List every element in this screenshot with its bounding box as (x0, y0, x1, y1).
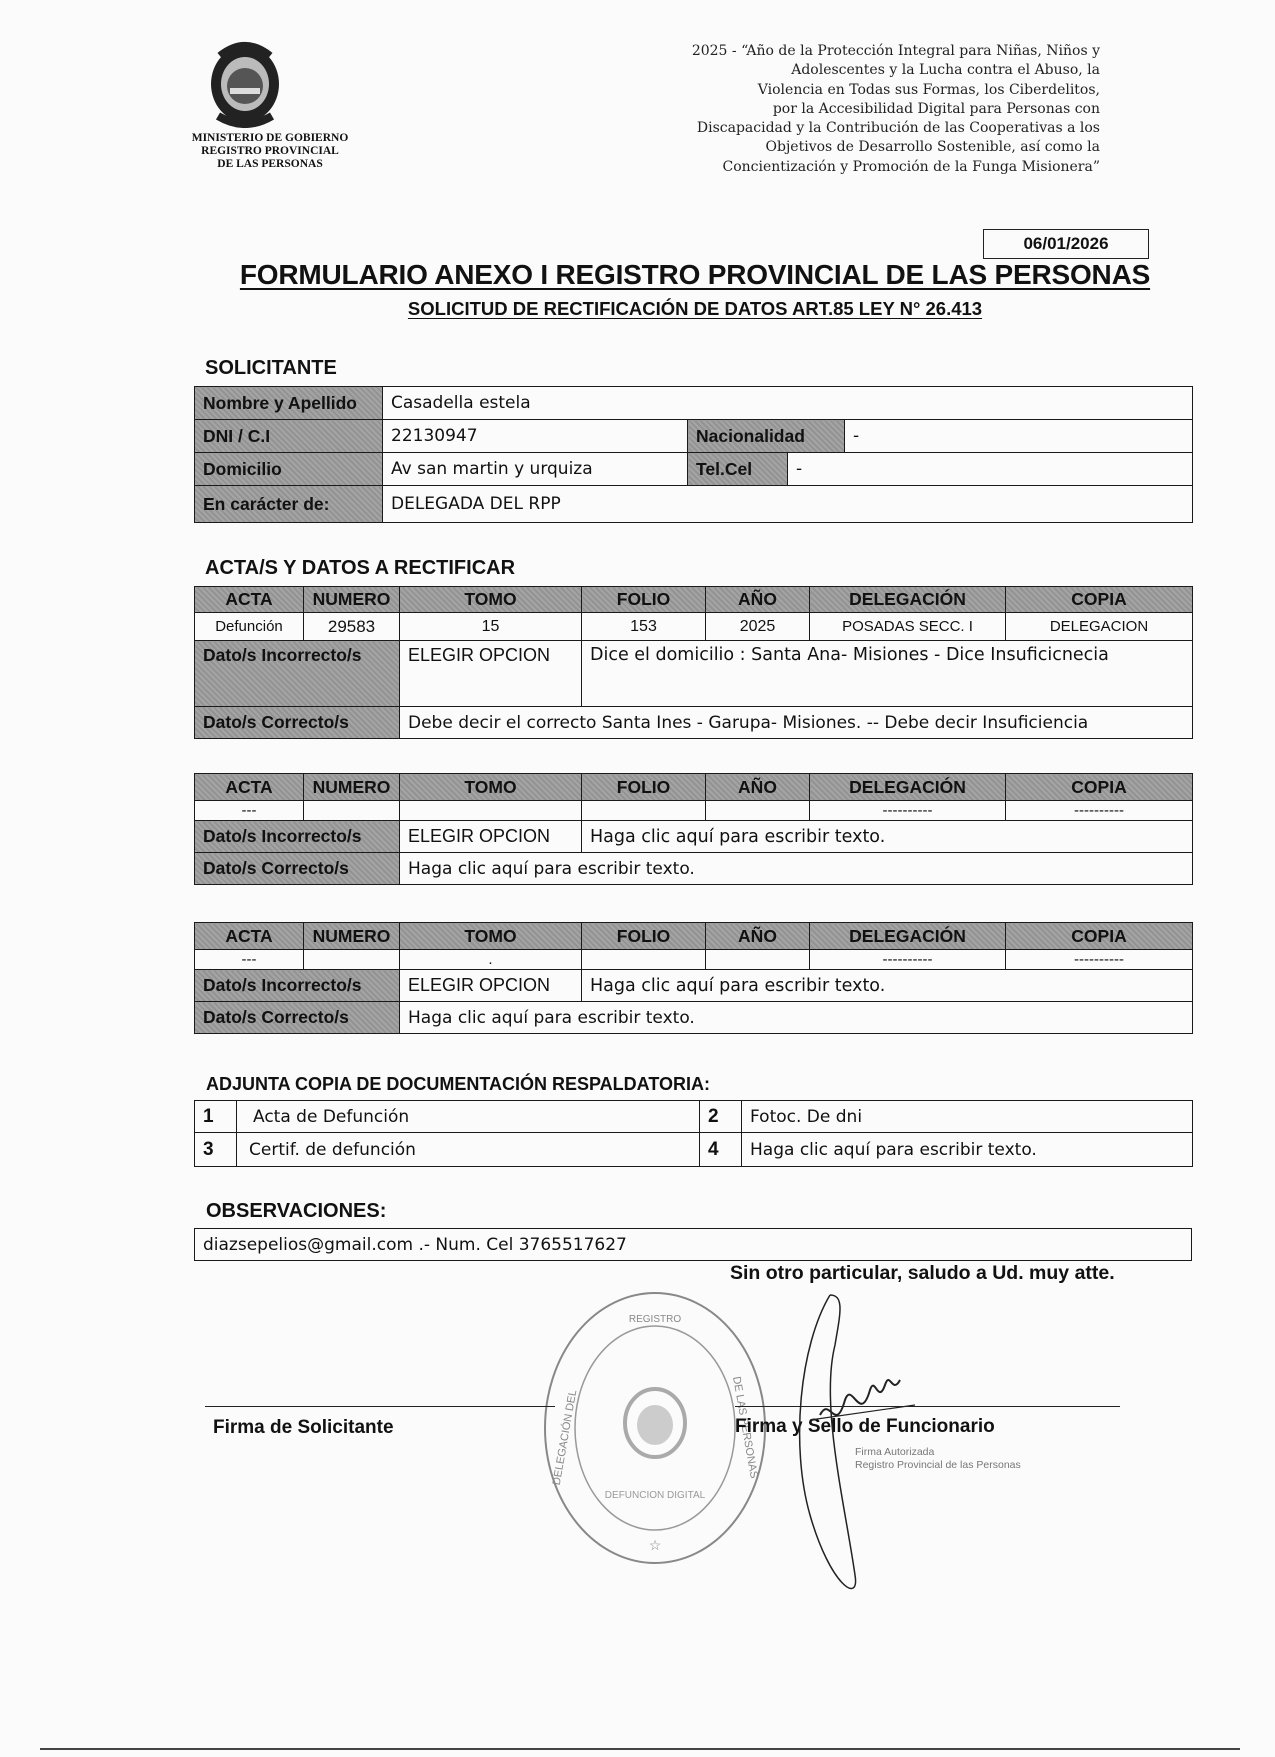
col-acta: ACTA (195, 587, 304, 613)
adjunta-num-3: 3 (195, 1133, 237, 1167)
adjunta-item-4[interactable]: Haga clic aquí para escribir texto. (742, 1133, 1193, 1167)
solicitante-heading: SOLICITANTE (205, 357, 337, 379)
col-copia: COPIA (1006, 923, 1193, 950)
domicilio-label: Domicilio (195, 453, 383, 486)
anio-field[interactable] (706, 950, 810, 970)
stamp-top-text: REGISTRO (628, 1314, 682, 1325)
copia-field[interactable]: ---------- (1006, 950, 1193, 970)
delegacion-field[interactable]: POSADAS SECC. I (810, 613, 1006, 641)
acta-block-3 (194, 922, 1193, 1034)
incorrect-data-field[interactable]: Haga clic aquí para escribir texto. (582, 821, 1193, 853)
firma-solicitante-label: Firma de Solicitante (213, 1417, 394, 1438)
handwritten-signature (790, 1285, 1020, 1605)
adjunta-num-2: 2 (700, 1101, 742, 1133)
correct-label: Dato/s Correcto/s (195, 853, 400, 885)
option-select[interactable]: ELEGIR OPCION (400, 641, 582, 707)
closing-text: Sin otro particular, saludo a Ud. muy atte. (730, 1262, 1115, 1284)
col-folio: FOLIO (582, 774, 706, 801)
solicitante-table (194, 386, 1193, 523)
col-numero: NUMERO (304, 923, 400, 950)
folio-field[interactable] (582, 801, 706, 821)
adjunta-item-3[interactable]: Certif. de defunción (237, 1133, 700, 1167)
anio-field[interactable] (706, 801, 810, 821)
funcionario-seal-text: Firma Autorizada Registro Provincial de las Personas (855, 1446, 1021, 1471)
nombre-label: Nombre y Apellido (195, 387, 383, 420)
option-select[interactable]: ELEGIR OPCION (400, 821, 582, 853)
col-delegacion: DELEGACIÓN (810, 923, 1006, 950)
copia-field[interactable]: DELEGACION (1006, 613, 1193, 641)
acta-block-2 (194, 773, 1193, 885)
copia-field[interactable]: ---------- (1006, 801, 1193, 821)
tomo-field[interactable]: 15 (400, 613, 582, 641)
correct-label: Dato/s Correcto/s (195, 1002, 400, 1034)
province-seal-logo (200, 36, 290, 128)
col-tomo: TOMO (400, 923, 582, 950)
incorrect-label: Dato/s Incorrecto/s (195, 641, 400, 707)
stamp-right-text: DE LAS PERSONAS (730, 1375, 760, 1480)
correct-data-field[interactable]: Debe decir el correcto Santa Ines - Garupa- Misiones. -- Debe decir Insuficiencia (400, 707, 1193, 739)
nombre-field[interactable]: Casadella estela (383, 387, 1193, 420)
correct-label: Dato/s Correcto/s (195, 707, 400, 739)
dni-field[interactable]: 22130947 (383, 420, 688, 453)
tomo-field[interactable]: . (400, 950, 582, 970)
solicitante-signature-line (205, 1406, 555, 1407)
col-delegacion: DELEGACIÓN (810, 587, 1006, 613)
adjunta-item-2[interactable]: Fotoc. De dni (742, 1101, 1193, 1133)
col-anio: AÑO (706, 774, 810, 801)
adjunta-heading: ADJUNTA COPIA DE DOCUMENTACIÓN RESPALDATORIA: (206, 1074, 710, 1094)
acta-number-field[interactable] (304, 801, 400, 821)
col-folio: FOLIO (582, 587, 706, 613)
tel-label: Tel.Cel (688, 453, 788, 486)
actas-heading: ACTA/S Y DATOS A RECTIFICAR (205, 557, 516, 579)
col-delegacion: DELEGACIÓN (810, 774, 1006, 801)
delegacion-field[interactable]: ---------- (810, 801, 1006, 821)
option-select[interactable]: ELEGIR OPCION (400, 970, 582, 1002)
incorrect-label: Dato/s Incorrecto/s (195, 821, 400, 853)
caracter-field[interactable]: DELEGADA DEL RPP (383, 486, 1193, 523)
acta-block-1 (194, 586, 1193, 739)
page-bottom-rule (40, 1748, 1240, 1750)
col-copia: COPIA (1006, 587, 1193, 613)
observaciones-table (194, 1228, 1192, 1261)
col-numero: NUMERO (304, 774, 400, 801)
incorrect-label: Dato/s Incorrecto/s (195, 970, 400, 1002)
correct-data-field[interactable]: Haga clic aquí para escribir texto. (400, 1002, 1193, 1034)
col-tomo: TOMO (400, 587, 582, 613)
col-numero: NUMERO (304, 587, 400, 613)
col-copia: COPIA (1006, 774, 1193, 801)
col-acta: ACTA (195, 923, 304, 950)
anio-field[interactable]: 2025 (706, 613, 810, 641)
col-acta: ACTA (195, 774, 304, 801)
dni-label: DNI / C.I (195, 420, 383, 453)
nacionalidad-label: Nacionalidad (688, 420, 845, 453)
col-folio: FOLIO (582, 923, 706, 950)
adjunta-num-1: 1 (195, 1101, 237, 1133)
domicilio-field[interactable]: Av san martin y urquiza (383, 453, 688, 486)
correct-data-field[interactable]: Haga clic aquí para escribir texto. (400, 853, 1193, 885)
caracter-label: En carácter de: (195, 486, 383, 523)
adjunta-table (194, 1100, 1193, 1167)
tel-field[interactable]: - (788, 453, 1193, 486)
acta-number-field[interactable]: 29583 (304, 613, 400, 641)
date-field[interactable]: 06/01/2026 (983, 229, 1149, 259)
col-anio: AÑO (706, 587, 810, 613)
acta-number-field[interactable] (304, 950, 400, 970)
firma-funcionario-label: Firma y Sello de Funcionario (735, 1416, 995, 1437)
acta-type-field[interactable]: --- (195, 950, 304, 970)
ministry-name: MINISTERIO DE GOBIERNO REGISTRO PROVINCIAL DE LAS PERSONAS (191, 132, 349, 170)
delegacion-field[interactable]: ---------- (810, 950, 1006, 970)
adjunta-item-1[interactable]: Acta de Defunción (237, 1101, 700, 1133)
svg-text:☆: ☆ (648, 1537, 662, 1553)
page-title: FORMULARIO ANEXO I REGISTRO PROVINCIAL DE LAS PERSONAS (239, 259, 1151, 290)
adjunta-num-4: 4 (700, 1133, 742, 1167)
stamp-inner-text: DEFUNCION DIGITAL (604, 1490, 706, 1501)
observaciones-heading: OBSERVACIONES: (206, 1200, 387, 1222)
stamp-left-text: DELEGACIÓN DEL (550, 1388, 580, 1487)
incorrect-data-field[interactable]: Dice el domicilio : Santa Ana- Misiones - Dice Insuficicnecia (582, 641, 1193, 707)
col-tomo: TOMO (400, 774, 582, 801)
folio-field[interactable] (582, 950, 706, 970)
page-subtitle: SOLICITUD DE RECTIFICACIÓN DE DATOS ART.85 LEY N° 26.413 (407, 298, 983, 319)
incorrect-data-field[interactable]: Haga clic aquí para escribir texto. (582, 970, 1193, 1002)
observaciones-field[interactable]: diazsepelios@gmail.com .- Num. Cel 3765517627 (195, 1229, 1192, 1261)
acta-type-field[interactable]: --- (195, 801, 304, 821)
acta-type-field[interactable]: Defunción (195, 613, 304, 641)
tomo-field[interactable] (400, 801, 582, 821)
year-dedication-note: 2025 - “Año de la Protección Integral para Niñas, Niños y Adolescentes y la Lucha contra el Abuso, la Violencia en Todas sus Formas, los Ciberdelitos, por la Accesibilidad Digital para Personas con Discapacidad y la Contribución de las Cooperativas a los Objetivos de Desarrollo Sostenible, así como la Concientización y Promoción de la Funga Misionera” (691, 43, 1100, 175)
col-anio: AÑO (706, 923, 810, 950)
folio-field[interactable]: 153 (582, 613, 706, 641)
nacionalidad-field[interactable]: - (845, 420, 1193, 453)
